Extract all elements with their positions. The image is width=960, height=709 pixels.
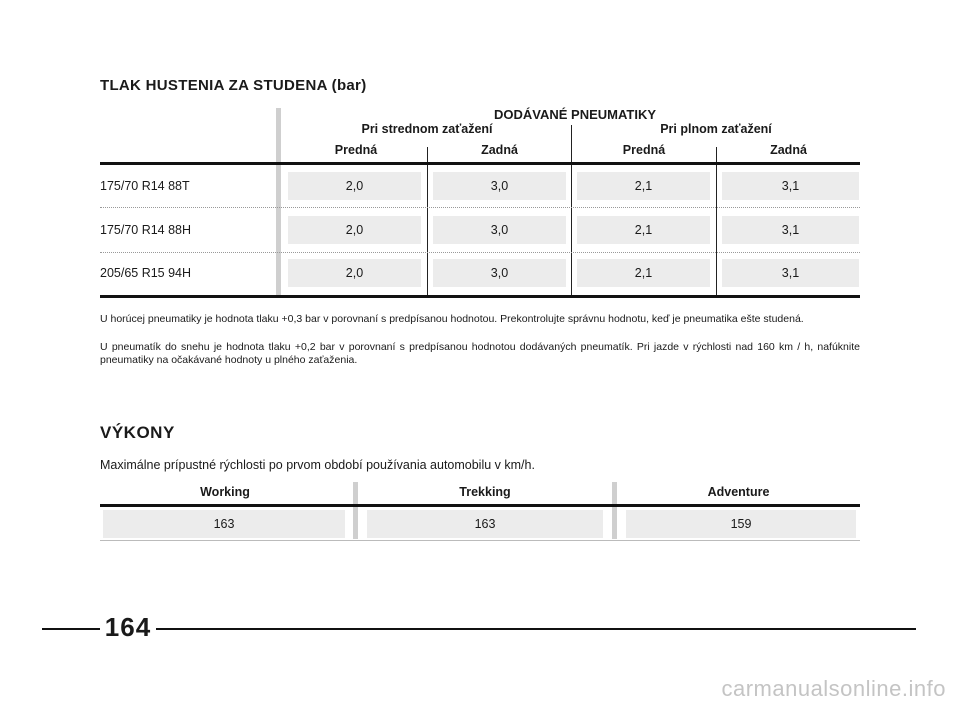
speed-value-working: 163 xyxy=(103,510,345,538)
header-rule xyxy=(100,162,860,165)
subcol-divider-1 xyxy=(427,147,428,296)
col-rear-medium: Zadná xyxy=(481,143,518,157)
col-trekking: Trekking xyxy=(459,485,511,499)
table-bottom-rule xyxy=(100,540,860,541)
pressure-value: 2,1 xyxy=(577,172,710,200)
col-adventure: Adventure xyxy=(707,485,770,499)
pressure-value: 3,1 xyxy=(722,216,859,244)
pressure-value: 2,0 xyxy=(288,216,421,244)
performance-title: VÝKONY xyxy=(100,423,175,442)
col-working: Working xyxy=(200,485,250,499)
page-number: 164 xyxy=(104,612,152,642)
tyre-size-label: 205/65 R15 94H xyxy=(100,266,192,280)
tyre-size-label: 175/70 R14 88T xyxy=(100,179,190,193)
speed-value-adventure: 159 xyxy=(626,510,856,538)
pressure-value: 3,0 xyxy=(433,172,566,200)
group-full-load: Pri plnom zaťažení xyxy=(660,122,772,136)
pressure-value: 2,0 xyxy=(288,172,421,200)
row-divider xyxy=(100,207,860,208)
table-bottom-rule xyxy=(100,295,860,298)
tyre-size-label: 175/70 R14 88H xyxy=(100,223,192,237)
col-front-full: Predná xyxy=(622,143,666,157)
footer-line-left xyxy=(42,628,100,630)
group-medium-load: Pri strednom zaťažení xyxy=(361,122,493,136)
pressure-value: 3,1 xyxy=(722,259,859,287)
speed-value-trekking: 163 xyxy=(367,510,603,538)
pressure-title: TLAK HUSTENIA ZA STUDENA (bar) xyxy=(100,77,367,94)
footer-line-right xyxy=(156,628,916,630)
col-rear-full: Zadná xyxy=(770,143,807,157)
snow-tyre-note: U pneumatík do snehu je hodnota tlaku +0,2 bar v porovnaní s predpísanou hodnotou dodávaných pneumatík. Pri jazde v rýchlosti nad 160 km / h, nafúknite pneumatiky na očakávané hodnoty u plného zaťaženia. xyxy=(100,341,860,366)
row-divider xyxy=(100,252,860,253)
pressure-value: 2,0 xyxy=(288,259,421,287)
subcol-divider-2 xyxy=(716,147,717,296)
pressure-value: 3,1 xyxy=(722,172,859,200)
pressure-value: 2,1 xyxy=(577,259,710,287)
performance-intro: Maximálne prípustné rýchlosti po prvom období používania automobilu v km/h. xyxy=(100,458,535,472)
pressure-value: 3,0 xyxy=(433,216,566,244)
supplied-tyres-header: DODÁVANÉ PNEUMATIKY xyxy=(493,107,657,122)
col-front-medium: Predná xyxy=(334,143,378,157)
header-rule xyxy=(100,504,860,507)
pressure-value: 3,0 xyxy=(433,259,566,287)
watermark-text: carmanualsonline.info xyxy=(721,676,946,701)
hot-tyre-note: U horúcej pneumatiky je hodnota tlaku +0,3 bar v porovnaní s predpísanou hodnotou. Prekontrolujte správnu hodnotu, keď je pneumatika ešte studená. xyxy=(100,313,804,325)
column-divider xyxy=(276,108,281,296)
pressure-value: 2,1 xyxy=(577,216,710,244)
